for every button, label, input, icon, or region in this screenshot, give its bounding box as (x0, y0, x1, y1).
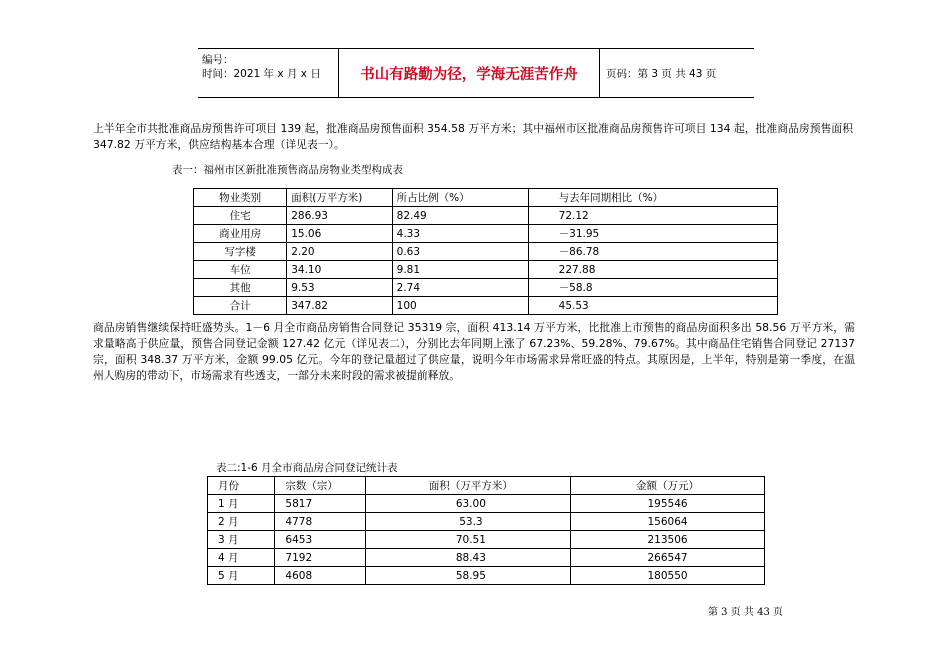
table-row (208, 495, 765, 513)
table-cell: 2.20 (287, 243, 392, 261)
table-cell: 213506 (571, 531, 765, 549)
table-row (208, 513, 765, 531)
table-cell: 4.33 (392, 225, 528, 243)
table-cell: 商业用房 (194, 225, 287, 243)
table2-caption: 表二:1-6 月全市商品房合同登记统计表 (216, 462, 398, 474)
table-header-cell: 宗数（宗） (275, 477, 365, 495)
table-cell: 266547 (571, 549, 765, 567)
header-info-cell (198, 49, 338, 97)
table-cell: 4608 (275, 567, 365, 585)
document-date: 时间：2021 年 x 月 x 日 (202, 68, 321, 80)
table-header-cell: 金额（万元） (571, 477, 765, 495)
table-cell: 2 月 (208, 513, 275, 531)
table-header-cell: 所占比例（%） (392, 189, 528, 207)
table-row (194, 261, 778, 279)
table-cell: 合计 (194, 297, 287, 315)
table-row (208, 531, 765, 549)
table-cell: 100 (392, 297, 528, 315)
table-row (194, 207, 778, 225)
table-cell: 70.51 (365, 531, 570, 549)
table-cell: 车位 (194, 261, 287, 279)
table-cell: －86.78 (528, 243, 777, 261)
document-number: 编号： (202, 54, 234, 66)
table-cell: 4 月 (208, 549, 275, 567)
table-cell: 195546 (571, 495, 765, 513)
paragraph-sales-trend: 商品房销售继续保持旺盛势头。1－6 月全市商品房销售合同登记 35319 宗，面积 413.14 万平方米，比批准上市预售的商品房面积多出 58.56 万平方米，需求量略高于供应量，预售合同登记金额 127.42 亿元（详见表二），分别比去年同期上涨了 67.23%、59.28%、79.67%。其中商品住宅销售合同登记 27137 宗，面积 348.37 万平方米，金额 99.05 亿元。今年的登记量超过了供应量，说明今年市场需求异常旺盛的特点。其原因是，上半年，特别是第一季度，在温州人购房的带动下，市场需求有些透支，一部分未来时段的需求被提前释放。 (93, 321, 855, 382)
table-row (194, 225, 778, 243)
table-cell: 写字楼 (194, 243, 287, 261)
table-row (194, 243, 778, 261)
header-motto-cell (338, 49, 600, 97)
table-cell: 0.63 (392, 243, 528, 261)
table-header-cell: 与去年同期相比（%） (528, 189, 777, 207)
table-cell: 53.3 (365, 513, 570, 531)
table-cell: 5 月 (208, 567, 275, 585)
table-cell: 2.74 (392, 279, 528, 297)
paragraph-presale-permits: 上半年全市共批准商品房预售许可项目 139 起，批准商品房预售面积 354.58 万平方米；其中福州市区批准商品房预售许可项目 134 起，批准商品房预售面积 347.82 万平方米，供应结构基本合理（详见表一）。 (93, 122, 853, 151)
table-cell: 156064 (571, 513, 765, 531)
header-motto: 书山有路勤为径，学海无涯苦作舟 (360, 66, 578, 83)
table-cell: 227.88 (528, 261, 777, 279)
table-header-cell: 物业类别 (194, 189, 287, 207)
table-cell: 82.49 (392, 207, 528, 225)
table-cell: 6453 (275, 531, 365, 549)
table-cell: 住宅 (194, 207, 287, 225)
table-cell: 58.95 (365, 567, 570, 585)
table-cell: 347.82 (287, 297, 392, 315)
table-cell: 3 月 (208, 531, 275, 549)
table-row (194, 279, 778, 297)
table-cell: 5817 (275, 495, 365, 513)
table-header-row (194, 189, 778, 207)
table-cell: 72.12 (528, 207, 777, 225)
table-row (208, 549, 765, 567)
table-cell: 63.00 (365, 495, 570, 513)
table-cell: 286.93 (287, 207, 392, 225)
page-header (198, 48, 754, 98)
monthly-contract-table (207, 476, 765, 585)
table-header-cell: 面积(万平方米) (287, 189, 392, 207)
table-cell: 15.06 (287, 225, 392, 243)
table1-caption: 表一：福州市区新批准预售商品房物业类型构成表 (172, 164, 403, 176)
table-header-row (208, 477, 765, 495)
header-page-code: 页码：第 3 页 共 43 页 (606, 68, 717, 80)
table-header-cell: 月份 (208, 477, 275, 495)
table-cell: 9.53 (287, 279, 392, 297)
table-cell: 其他 (194, 279, 287, 297)
header-page-cell (600, 49, 754, 97)
table-cell: 4778 (275, 513, 365, 531)
page-footer: 第 3 页 共 43 页 (708, 607, 783, 618)
table-row (208, 567, 765, 585)
table-header-cell: 面积（万平方米） (365, 477, 570, 495)
table-cell: 88.43 (365, 549, 570, 567)
table-cell: －31.95 (528, 225, 777, 243)
table-cell: －58.8 (528, 279, 777, 297)
table-cell: 1 月 (208, 495, 275, 513)
table-cell: 180550 (571, 567, 765, 585)
table-row-total (194, 297, 778, 315)
table-cell: 9.81 (392, 261, 528, 279)
table-cell: 7192 (275, 549, 365, 567)
table-cell: 34.10 (287, 261, 392, 279)
property-type-table (193, 188, 778, 315)
table-cell: 45.53 (528, 297, 777, 315)
